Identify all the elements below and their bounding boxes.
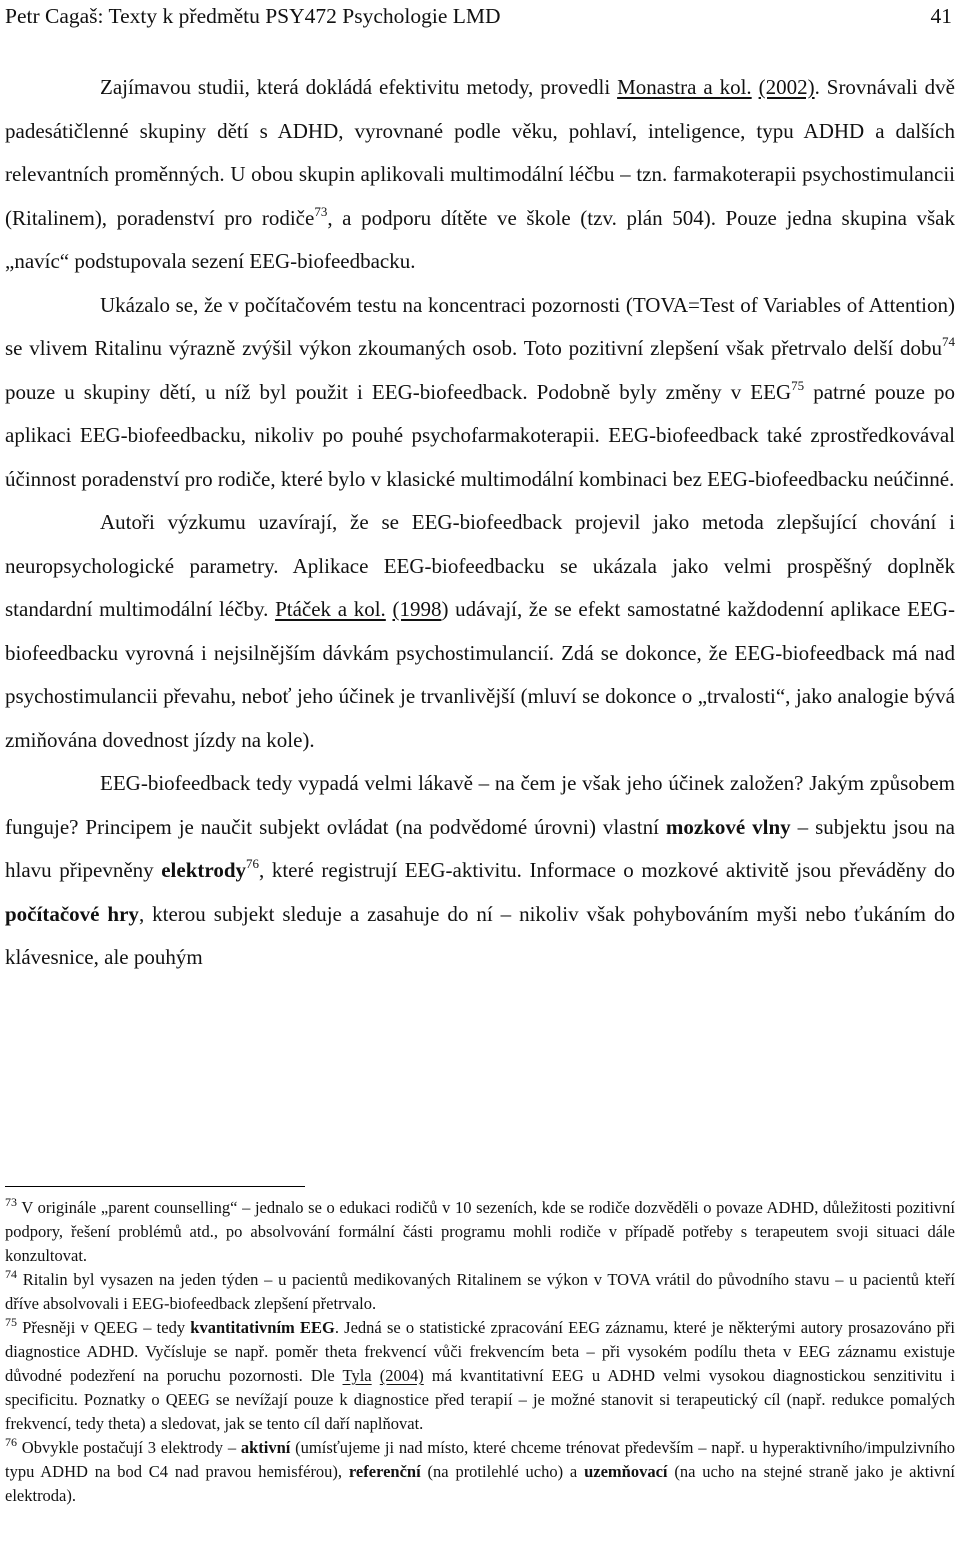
- bold-term-pocitacove-hry: počítačové hry: [5, 901, 139, 926]
- footnote-ref-73[interactable]: 73: [314, 203, 328, 219]
- footnote-number-76: 76: [5, 1435, 17, 1449]
- page-header: [5, 1, 952, 31]
- footnote-75: $^{75}$ Přesněji v QEEG – tedy kvantitativním EEG. Jedná se o statistické zpracování EEG záznamu, které je některými autory prosazováno při diagnostice ADHD. Vyčísluje se např. poměr theta frekvencí vůči frekvencím beta – při vysokém podílu theta v EEG záznamu existuje důvodné podezření na poruchu pozornosti. Dle Tyla (2004) má kvantitativní EEG u ADHD velmi vysokou diagnostickou senzitivitu i specificitu. Poznatky o QEEG se nevížají pouze k diagnostice před terapií – je možné stanovit si terapeutický cíl (např. redukce pomalých frekvencí, tedy theta) a sledovat, jak se tento cíl daří naplňovat.: [5, 1315, 955, 1433]
- page-number: 41: [930, 4, 952, 28]
- body-text: [5, 66, 955, 980]
- footnote-separator: [5, 1186, 305, 1187]
- footnote-number-75: 75: [5, 1315, 17, 1329]
- bold-term-kvantitativni-eeg: kvantitativním EEG: [190, 1318, 335, 1337]
- citation-link-ptacek[interactable]: Ptáček a kol.: [275, 597, 386, 621]
- footnote-ref-75[interactable]: 75: [791, 377, 805, 393]
- footnote-73: $^{73}$ V originále „parent counselling“ – jednalo se o edukaci rodičů v 10 sezeních, kde se rodiče dozvěděli o povaze ADHD, důležitosti pozitivní podpory, řešení problémů atd., po absolvování formální části programu mohli rodiče v případě potřeby s terapeutem svoji situaci dále konzultovat.: [5, 1195, 955, 1265]
- footnote-ref-74[interactable]: 74: [942, 334, 955, 349]
- bold-term-elektrody: elektrody: [161, 858, 247, 882]
- citation-link-tyl[interactable]: Tyla: [342, 1366, 372, 1385]
- footnote-76: $^{76}$ Obvykle postačují 3 elektrody – aktivní (umísťujeme ji nad místo, které chceme trénovat především – např. u hyperaktivního/impulzivního typu ADHD na bod C4 nad pravou hemisférou), referenční (na protilehlé ucho) a uzemňovací (na ucho na stejné straně jako je aktivní elektroda).: [5, 1435, 955, 1505]
- footnote-ref-76[interactable]: 76: [246, 856, 260, 871]
- citation-year-link-tyl[interactable]: (2004): [379, 1366, 424, 1385]
- paragraph-1: Zajímavou studii, která dokládá efektivitu metody, provedli Monastra a kol. (2002). Srovnávali dvě padesátičlenné skupiny dětí s ADHD, vyrovnané podle věku, pohlaví, inteligence, typu ADHD a dalších relevantních proměnných. U obou skupin aplikovali multimodální léčbu – tzn. farmakoterapii psychostimulancii (Ritalinem), poradenství pro rodiče$^{73}$, a podporu dítěte ve škole (tzv. plán 504). Pouze jedna skupina však „navíc“ podstupovala sezení EEG-biofeedbacku.: [5, 75, 955, 273]
- bold-term-mozkove-vlny: mozkové vlny: [665, 814, 791, 839]
- citation-year-link-ptacek[interactable]: (1998: [392, 597, 442, 621]
- bold-term-aktivni: aktivní: [240, 1438, 291, 1457]
- footnote-number-74: 74: [5, 1267, 17, 1281]
- footnotes: [5, 1196, 955, 1508]
- paragraph-3: Autoři výzkumu uzavírají, že se EEG-biofeedback projevil jako metoda zlepšující chování i neuropsychologické parametry. Aplikace EEG-biofeedbacku se ukázala jako velmi prospěšný doplněk standardní multimodální léčby. Ptáček a kol. (1998) udávají, že se efekt samostatné každodenní aplikace EEG-biofeedbacku vyrovná i nejsilnějším dávkám psychostimulancií. Zdá se dokonce, že EEG-biofeedback má nad psychostimulancii převahu, neboť jeho účinek je trvanlivější (mluví se dokonce o „trvalosti“, jako analogie bývá zmiňována dovednost jízdy na kole).: [5, 510, 955, 752]
- citation-year-link-monastra[interactable]: (2002): [758, 75, 815, 99]
- bold-term-uzemnovaci: uzemňovací: [584, 1462, 668, 1481]
- bold-term-referencni: referenční: [348, 1462, 421, 1481]
- paragraph-2: Ukázalo se, že v počítačovém testu na koncentraci pozornosti (TOVA=Test of Variables of Attention) se vlivem Ritalinu výrazně zvýšil výkon zkoumaných osob. Toto pozitivní zlepšení však přetrvalo delší dobu$^{74}$ pouze u skupiny dětí, u níž byl použit i EEG-biofeedback. Podobně byly změny v EEG$^{75}$ patrné pouze po aplikaci EEG-biofeedbacku, nikoliv po pouhé psychofarmakoterapii. EEG-biofeedback také zprostředkovával účinnost poradenství pro rodiče, které bylo v klasické multimodální kombinaci bez EEG-biofeedbacku neúčinné.: [5, 292, 955, 491]
- footnote-number-73: 73: [5, 1195, 17, 1209]
- footnote-74: $^{74}$ Ritalin byl vysazen na jeden týden – u pacientů medikovaných Ritalinem se výkon v TOVA vrátil do původního stavu – u pacientů kteří dříve absolvovali i EEG-biofeedback zlepšení přetrvalo.: [5, 1267, 955, 1313]
- running-title: Petr Cagaš: Texty k předmětu PSY472 Psychologie LMD: [5, 4, 501, 28]
- citation-link-monastra[interactable]: Monastra a kol.: [617, 75, 752, 99]
- paragraph-4: EEG-biofeedback tedy vypadá velmi lákavě – na čem je však jeho účinek založen? Jakým způsobem funguje? Principem je naučit subjekt ovládat (na podvědomé úrovni) vlastní mozkové vlny – subjektu jsou na hlavu připevněny elektrody$^{76}$, které registrují EEG-aktivitu. Informace o mozkové aktivitě jsou převáděny do počítačové hry, kterou subjekt sleduje a zasahuje do ní – nikoliv však pohybováním myši nebo ťukáním do klávesnice, ale pouhým: [5, 771, 955, 969]
